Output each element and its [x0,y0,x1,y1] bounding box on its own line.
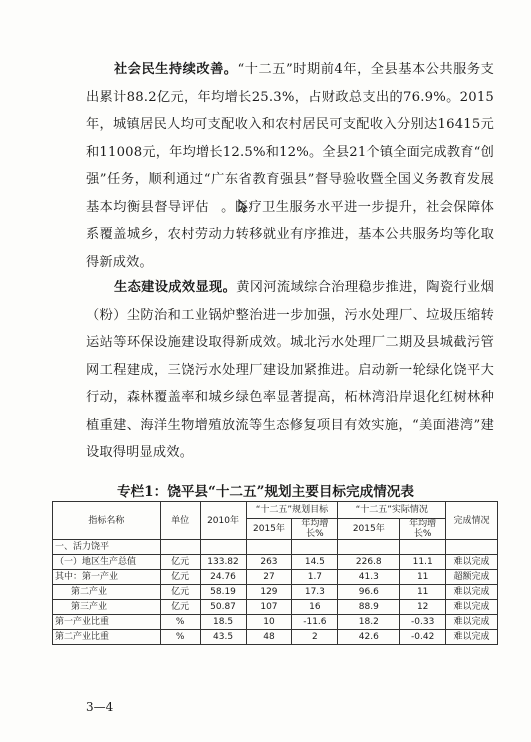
header-unit: 单位 [160,502,200,540]
table-row [53,555,498,570]
paragraph-social-livelihood [86,56,494,276]
cell-planned-2015: 27 [246,570,292,585]
cell-status: 难以完成 [446,585,498,600]
cell-2010: 133.82 [200,555,246,570]
cell-status: 难以完成 [446,630,498,645]
cell-unit: 亿元 [160,555,200,570]
cell-unit: 亿元 [160,585,200,600]
paragraph-ecology [86,274,494,467]
cell-unit: % [160,615,200,630]
mouse-cursor-icon [210,196,220,210]
paragraph-text-continued: 。医疗卫生服务水平进一步提升，社会保障体系覆盖城乡，农村劳动力转移就业有序推进，基本公共服务均等化取得新成效。 [86,199,494,270]
targets-table [52,501,498,645]
cell-name: 第二产业比重 [53,630,161,645]
table-row [53,585,498,600]
cell-planned-growth: 17.3 [292,585,338,600]
cell-planned-growth: 14.5 [292,555,338,570]
cell-planned-growth: 1.7 [292,570,338,585]
header-actual-2015: 2015年 [338,519,400,540]
cell-actual-growth: 12 [400,600,446,615]
page-number: 3—4 [86,700,114,714]
cell-unit: % [160,630,200,645]
cell-planned-2015: 107 [246,600,292,615]
header-indicator: 指标名称 [53,502,161,540]
header-planned-growth: 年均增长% [292,519,338,540]
cell-planned-growth: 2 [292,630,338,645]
cell-2010: 50.87 [200,600,246,615]
cell-name: （一）地区生产总值 [53,555,161,570]
cell-2010: 43.5 [200,630,246,645]
table-row [53,615,498,630]
paragraph-lead: 生态建设成效显现。 [114,280,237,295]
cell-planned-growth: 16 [292,600,338,615]
cell-name: 其中：第一产业 [53,570,161,585]
cell-name: 第二产业 [53,585,161,600]
cell-status: 超额完成 [446,570,498,585]
cell-2010: 18.5 [200,615,246,630]
header-planned-group: “十二五”规划目标 [246,502,338,519]
cell-actual-growth: 11.1 [400,555,446,570]
cell-status: 难以完成 [446,615,498,630]
cell-actual-growth: 11 [400,585,446,600]
header-planned-2015: 2015年 [246,519,292,540]
paragraph-text: “十二五”时期前4年，全县基本公共服务支出累计88.2亿元，年均增长25.3%，占财政总支出的76.9%。2015年，城镇居民人均可支配收入和农村居民可支配收入分别达16415元和11008元，年均增长12.5%和12%。全县21个镇全面完成教育“创强”任务，顺利通过“广东省教育强县”督导验收暨全国义务教育发展基本均衡县督导评估 [86,62,494,215]
cell-actual-growth: 11 [400,570,446,585]
cell-planned-2015: 129 [246,585,292,600]
cell-planned-2015: 263 [246,555,292,570]
table-section-row [53,540,498,555]
table-row [53,630,498,645]
cell-unit: 亿元 [160,570,200,585]
paragraph-lead: 社会民生持续改善。 [114,62,238,77]
cell-status: 难以完成 [446,555,498,570]
cell-actual-2015: 42.6 [338,630,400,645]
cell-status: 难以完成 [446,600,498,615]
table-header-row [53,502,498,519]
cell-name: 第一产业比重 [53,615,161,630]
cell-actual-2015: 88.9 [338,600,400,615]
table-row [53,570,498,585]
paragraph-text: 黄冈河流域综合治理稳步推进，陶瓷行业烟（粉）尘防治和工业锅炉整治进一步加强，污水处理厂、垃圾压缩转运站等环保设施建设取得新成效。城北污水处理厂二期及县城截污管网工程建成，三饶污水处理厂建设加紧推进。启动新一轮绿化饶平大行动，森林覆盖率和城乡绿色率显著提高，柘林湾沿岸退化红树林种植重建、海洋生物增殖放流等生态修复项目有效实施，“美面港湾”建设取得明显成效。 [86,280,494,460]
cell-2010: 58.19 [200,585,246,600]
cell-actual-growth: -0.42 [400,630,446,645]
cell-actual-2015: 18.2 [338,615,400,630]
table-caption: 专栏1：饶平县“十二五”规划主要目标完成情况表 [117,484,414,500]
cell-planned-growth: -11.6 [292,615,338,630]
cell-name: 第三产业 [53,600,161,615]
cell-actual-2015: 226.8 [338,555,400,570]
cell-actual-2015: 96.6 [338,585,400,600]
header-actual-group: “十二五”实际情况 [338,502,446,519]
section-label: 一、活力饶平 [53,540,161,555]
cell-2010: 24.76 [200,570,246,585]
header-base-year: 2010年 [200,502,246,540]
cell-actual-2015: 41.3 [338,570,400,585]
cell-unit: 亿元 [160,600,200,615]
cell-planned-2015: 10 [246,615,292,630]
table-row [53,600,498,615]
cell-actual-growth: -0.33 [400,615,446,630]
header-actual-growth: 年均增长% [400,519,446,540]
cell-planned-2015: 48 [246,630,292,645]
header-status: 完成情况 [446,502,498,540]
